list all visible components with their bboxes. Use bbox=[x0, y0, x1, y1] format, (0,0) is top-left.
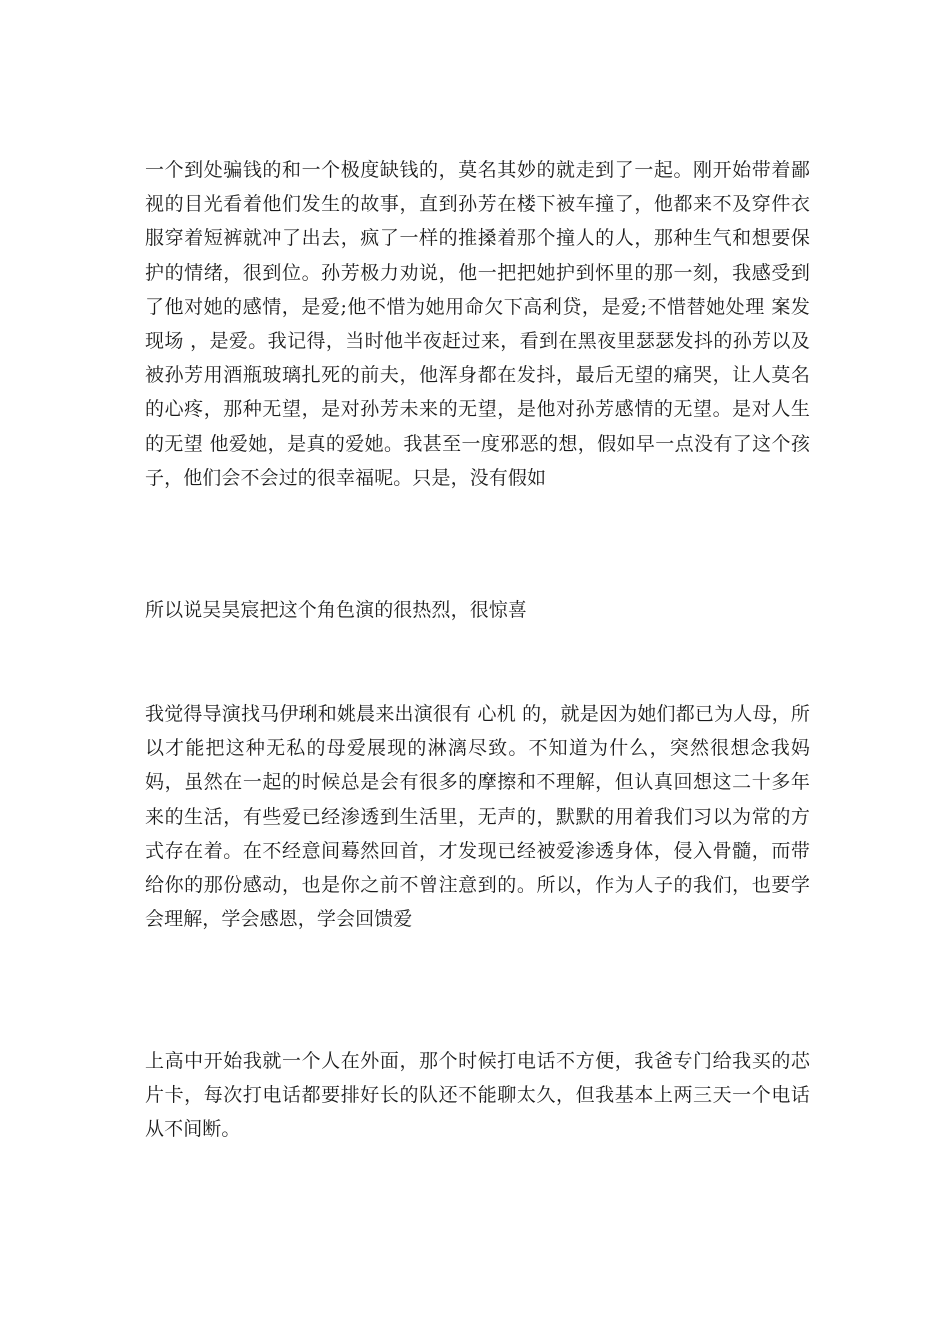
paragraph-2: 所以说吴昊宸把这个角色演的很热烈，很惊喜 bbox=[145, 599, 528, 621]
paragraph-4: 上高中开始我就一个人在外面，那个时候打电话不方便，我爸专门给我买的芯片卡，每次打电话都要排好长的队还不能聊太久，但我基本上两三天一个电话从不间断。 bbox=[145, 1050, 810, 1141]
paragraph-3: 我觉得导演找马伊琍和姚晨来出演很有 心机 的，就是因为她们都已为人母，所以才能把这种无私的母爱展现的淋漓尽致。不知道为什么，突然很想念我妈妈，虽然在一起的时候总是会有很多的摩擦和不理解，但认真回想这二十多年来的生活，有些爱已经渗透到生活里，无声的，默默的用着我们习以为常的方式存在着。在不经意间蓦然回首，才发现已经被爱渗透身体，侵入骨髓，而带给你的那份感动，也是你之前不曾注意到的。所以，作为人子的我们，也要学会理解，学会感恩，学会回馈爱 bbox=[145, 703, 810, 931]
paragraph-1: 一个到处骗钱的和一个极度缺钱的，莫名其妙的就走到了一起。刚开始带着鄙视的目光看着他们发生的故事，直到孙芳在楼下被车撞了，他都来不及穿件衣服穿着短裤就冲了出去，疯了一样的推搡着那个撞人的人，那种生气和想要保护的情绪，很到位。孙芳极力劝说，他一把把她护到怀里的那一刻，我感受到了他对她的感情，是爱;他不惜为她用命欠下高利贷，是爱;不惜替她处理 案发现场 ，是爱。我记得，当时他半夜赶过来，看到在黑夜里瑟瑟发抖的孙芳以及被孙芳用酒瓶玻璃扎死的前夫，他浑身都在发抖，最后无望的痛哭，让人莫名的心疼，那种无望，是对孙芳未来的无望，是他对孙芳感情的无望。是对人生的无望 他爱她，是真的爱她。我甚至一度邪恶的想，假如早一点没有了这个孩子，他们会不会过的很幸福呢。只是，没有假如 bbox=[145, 159, 810, 489]
